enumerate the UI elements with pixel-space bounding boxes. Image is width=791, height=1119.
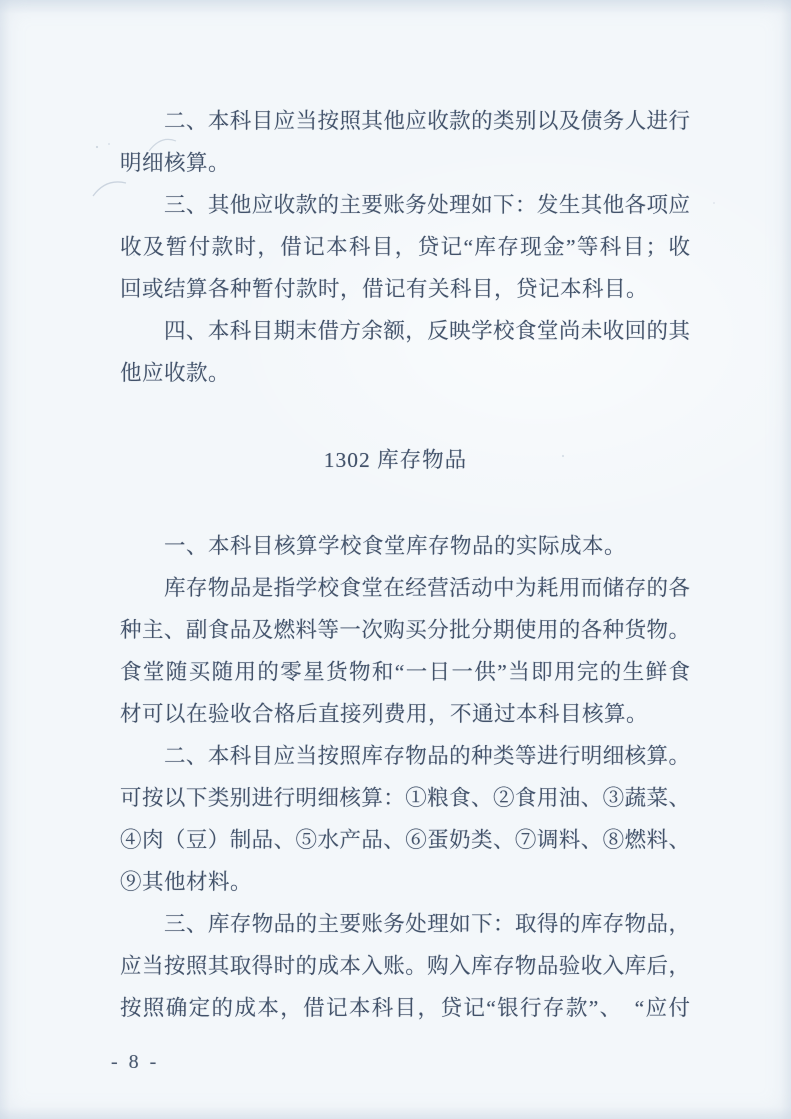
page-number: - 8 - — [111, 1051, 160, 1073]
text-line: 他应收款。 — [120, 361, 231, 385]
section-inventory-goods — [120, 525, 690, 1029]
text-line: 材可以在验收合格后直接列费用，不通过本科目核算。 — [120, 702, 649, 726]
text-line: 收及暂付款时，借记本科目，贷记“库存现金”等科目；收 — [120, 235, 690, 259]
text-line: 可按以下类别进行明细核算：①粮食、②食用油、③蔬菜、 — [120, 786, 690, 810]
text-line: 二、本科目应当按照库存物品的种类等进行明细核算。 — [164, 744, 690, 768]
text-line: ④肉（豆）制品、⑤水产品、⑥蛋奶类、⑦调料、⑧燃料、 — [120, 828, 690, 852]
text-line: 二、本科目应当按照其他应收款的类别以及债务人进行 — [164, 109, 690, 133]
text-line: 回或结算各种暂付款时，借记有关科目，贷记本科目。 — [120, 277, 649, 301]
text-line: 食堂随买随用的零星货物和“一日一供”当即用完的生鲜食 — [120, 660, 690, 684]
text-line: 种主、副食品及燃料等一次购买分批分期使用的各种货物。 — [120, 618, 690, 642]
text-line: 库存物品是指学校食堂在经营活动中为耗用而储存的各 — [164, 576, 690, 600]
text-line: 一、本科目核算学校食堂库存物品的实际成本。 — [164, 534, 627, 558]
text-line: 四、本科目期末借方余额，反映学校食堂尚未收回的其 — [164, 319, 690, 343]
text-line: 三、其他应收款的主要账务处理如下：发生其他各项应 — [164, 193, 690, 217]
text-line: 三、库存物品的主要账务处理如下：取得的库存物品， — [164, 912, 690, 936]
text-line: 明细核算。 — [120, 151, 231, 175]
text-line: 按照确定的成本，借记本科目，贷记“银行存款”、 “应付 — [120, 996, 690, 1020]
text-line: ⑨其他材料。 — [120, 870, 253, 894]
section-other-receivables — [120, 100, 690, 394]
section-heading-1302: 1302 库存物品 — [323, 448, 468, 472]
text-line: 应当按照其取得时的成本入账。购入库存物品验收入库后， — [120, 954, 690, 978]
